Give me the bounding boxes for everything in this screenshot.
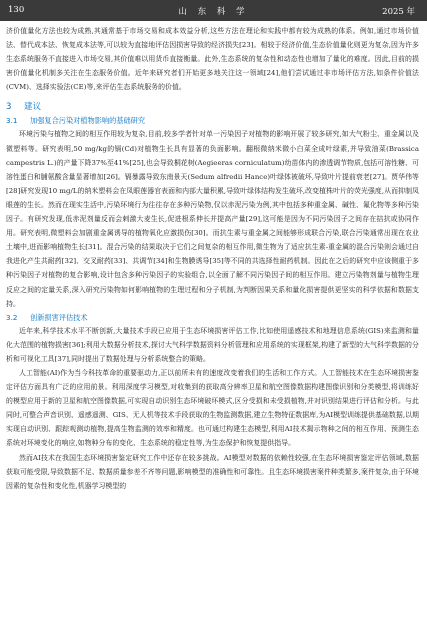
publication-year: 2025 年 xyxy=(382,7,415,17)
paragraph: 近年来,科学技术水平不断创新,大量技术手段已应用于生态环境损害评估工作,比如使用遥感技术和地理信息系统(GIS)来监测和量化大范围的植物损害[36];利用大数据分析技术,探讨大气科学数据资料分析管理和应用系统的实现框架,构建了新型的大气科学数据的分析和可视化工具[37],同时提出了数据处理与分析系统整合的策略。 xyxy=(6,326,419,363)
paragraph: 人工智能(AI)作为当今科技革命的重要驱动力,正以前所未有的速度改变着我们的生活和工作方式。人工智能技术在生态环境损害鉴定评估方面具有广泛的应用前景。利用深度学习模型,对收集到的获取高分辨率卫星和航空图像数据构建图像识别和分类模型,将训练好的模型应用于新的卫星和航空图像数据,可实现自动识别生态环境破坏模式,区分受损和未受损植物,并对识别结果进行评估和分析。与此同时,可整合声音识别、遥感遥测、GIS、无人机等技术手段获取的生物监测数据,建立生物特征数据库,为AI模型训练提供基础数据,以期实现自动识别、跟踪观测动植物,提高生物监测的效率和精度。也可通过构建生态模型,利用AI技术揭示物种之间的相互作用、预测生态系统对环境变化的响应,如物种分布的变化、生态系统的稳定性等,为生态保护和恢复提供指导。 xyxy=(6,368,419,448)
journal-name: 山 东 科 学 xyxy=(178,7,249,17)
paragraph: 济价值量化方法也较为成熟,其通常基于市场交易和成本效益分析,这些方法在理论和实践中都有较为成熟的体系。例如,通过市场价值法、替代成本法、恢复成本法等,可以较为直接地评估因损害导致的经济损失[23]。相较于经济价值,生态价值量化则更为复杂,因为许多生态系统服务不直接进入市场交易,其价值难以用货币直接衡量。此外,生态系统的复杂性和动态性也增加了量化的难度。因此,目前的损害价值量化机制多关注在生态服务价值。近年来研究者们开始更多地关注这一领域[24],他们尝试通过非市场评估方法,如条件价值法(CVM)、选择实验法(CE)等,来评估生态系统服务的价值。 xyxy=(6,27,419,92)
section-title: 建议 xyxy=(24,102,42,113)
page-number: 130 xyxy=(8,5,25,15)
paragraph: 环境污染与植物之间的相互作用较为复杂,目前,较多学者针对单一污染因子对植物的影响开展了较多研究,如大气粉尘、重金属以及微塑料等。研究表明,50 mg/kg的镉(Cd)对植物生长具有显著的负面影响。翻根微纳米微小白菜全成叶绿素,并导致油菜(Brassica campestris L.)的产量下降37%至41%[25],也会导致桐花树(Aegieeras corniculatum)幼苗体内的渗透调节物质,包括可溶性糖、可溶性蛋白和脯氨酸含量显著增加[26]。镉暴露导致东南景天(Sedum alfredii Hance)叶绿体被破坏,导致叶片提前衰老[27]。贾华伟等[28]研究发现10 mg/L的纳米塑料会在凤眼莲器官表面和内部大量积累,导致叶绿体结构发生破坏,改变植株叶片的荧光强度,从而抑制凤眼莲的生长。然而在现实生活中,污染环境行为往往存在多种污染物,仅以赤泥污染为例,其中包括多种重金属、碱性、氟化物等多种污染因子。有研究发现,低赤泥剂量反而会刺激大麦生长,促进根系伸长并提高产量[29],这可能是因为不同污染因子之间存在拮抗或协同作用。研究表明,微塑料会加剧重金属诱导的植物氧化应激损伤[30]。而抗生素与重金属之间能够形成联合污染,联合污染通常出现在农业土壤中,进而影响植物生长[31]。混合污染的结果取决于它们之间复杂的相互作用,微生物为了适应抗生素-重金属的混合污染则会通过自我进化产生共耐药[32]、交叉耐药[33]、共调节[34]和生物膜诱导[35]等不同的共选择性耐药机制。因此在之后的研究中应该侧重于多种污染因子对植物的复合影响,设计包含多种污染因子的实验组合,以全面了解不同污染因子间的相互作用。建立污染物剂量与植物生理反应之间的定量关系,深入研究污染物如何影响植物的生理过程和分子机制,为判断因果关系和量化损害提供更坚实的科学依据和数据支持。 xyxy=(6,130,419,308)
paragraph: 然而AI技术在我国生态环境损害鉴定研究工作中还存在较多挑战。AI模型对数据的依赖性较强,在生态环境损害鉴定评估领域,数据获取可能受限,导致数据不足、数据质量参差不齐等问题,影响模型的准确性和可靠性。且生态环境损害案件种类繁多,案件复杂,由于环境因素的复杂性和变化性,机器学习模型的 xyxy=(6,453,419,490)
article-body xyxy=(6,24,419,493)
section-number: 3 xyxy=(6,102,12,113)
subsection-number: 3.1 xyxy=(6,116,18,126)
subsection-title: 加强复合污染对植物影响的基础研究 xyxy=(30,116,146,126)
subsection-heading xyxy=(6,313,419,323)
subsection-number: 3.2 xyxy=(6,312,18,322)
subsection-title: 创新损害评估技术 xyxy=(30,312,88,322)
page-header xyxy=(0,0,427,21)
section-heading xyxy=(6,100,419,112)
subsection-heading xyxy=(6,116,419,126)
